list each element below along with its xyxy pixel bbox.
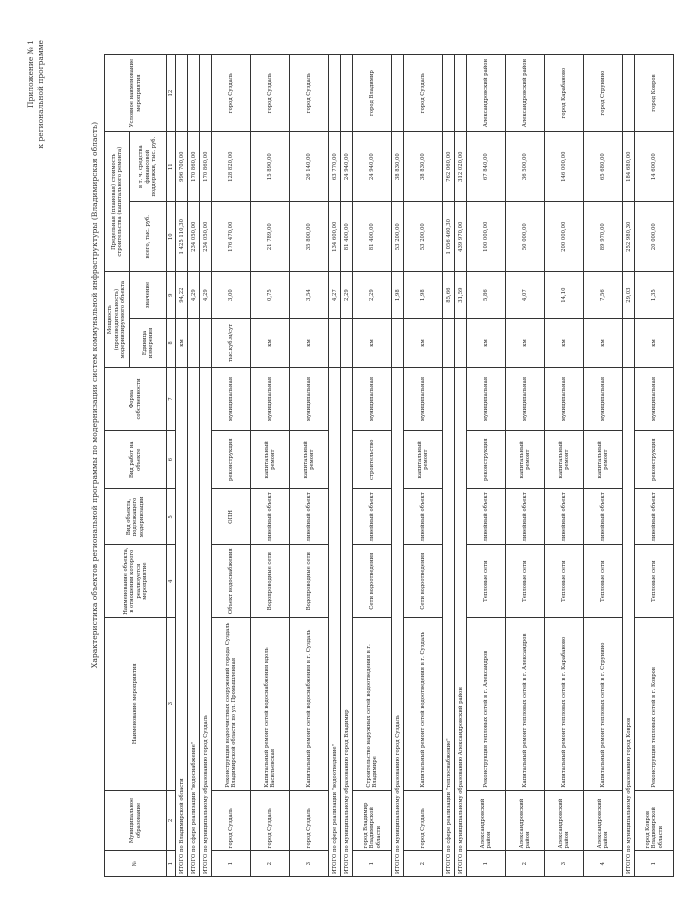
total-row	[623, 55, 635, 877]
col-number: 9	[167, 272, 176, 319]
cost-total: 234 050,00	[200, 202, 212, 272]
ownership: муниципальная	[353, 368, 392, 431]
capacity-unit: км	[251, 318, 290, 367]
table-row	[290, 55, 329, 877]
table-row	[635, 55, 674, 877]
col-number: 6	[167, 431, 176, 489]
capacity-value: 1,35	[635, 272, 674, 319]
total-label: ИТОГО по муниципальному образованию город Ковров	[623, 368, 635, 877]
work-type: капитальный ремонт	[251, 431, 290, 489]
settlement	[623, 55, 635, 132]
header-no: №	[105, 851, 167, 877]
total-row	[329, 55, 341, 877]
ownership: муниципальная	[212, 368, 251, 431]
header-cost: Предельная (плановая) стоимость строительства (капитального ремонта)	[105, 132, 130, 272]
municipality: город Суздаль	[290, 790, 329, 851]
header-value: значение	[130, 272, 167, 319]
capacity-value: 2,29	[341, 272, 353, 319]
capacity-unit: км	[404, 318, 443, 367]
capacity-unit: км	[584, 318, 623, 367]
municipality: город Суздаль	[212, 790, 251, 851]
col-number: 12	[167, 55, 176, 132]
capacity-value: 0,75	[251, 272, 290, 319]
object-type: линейный объект	[353, 489, 392, 545]
col-number: 11	[167, 132, 176, 202]
table-row	[353, 55, 392, 877]
row-number: 4	[584, 851, 623, 877]
municipality: Александровский район	[467, 790, 506, 851]
total-row	[341, 55, 353, 877]
total-row	[455, 55, 467, 877]
capacity-value: 7,56	[584, 272, 623, 319]
object-type: линейный объект	[635, 489, 674, 545]
municipality: город Суздаль	[404, 790, 443, 851]
activity-name: Капитальный ремонт тепловых сетей в г. Александров	[506, 617, 545, 790]
col-number: 8	[167, 318, 176, 367]
capacity-unit: км	[176, 318, 188, 367]
total-label: ИТОГО по муниципальному образованию город Суздаль	[392, 368, 404, 877]
activity-name: Строительство наружных сетей водоотведения в г. Владимире	[353, 617, 392, 790]
table-row	[467, 55, 506, 877]
ownership: муниципальная	[290, 368, 329, 431]
cost-total: 439 970,00	[455, 202, 467, 272]
cost-total: 100 000,00	[467, 202, 506, 272]
header-ownership: Форма собственности	[105, 368, 167, 431]
row-number: 1	[212, 851, 251, 877]
object-type: линейный объект	[584, 489, 623, 545]
appendix-note	[26, 40, 46, 149]
header-cost-total: всего, тыс. руб.	[130, 202, 167, 272]
settlement: Александровский район	[506, 55, 545, 132]
capacity-unit	[392, 318, 404, 367]
ownership: муниципальная	[506, 368, 545, 431]
cost-total: 53 200,00	[392, 202, 404, 272]
object-name: Сети водоотведения	[353, 545, 392, 617]
cost-support: 996 700,00	[176, 132, 188, 202]
object-type: линейный объект	[251, 489, 290, 545]
row-number: 2	[404, 851, 443, 877]
cost-support: 38 830,00	[404, 132, 443, 202]
table-row	[506, 55, 545, 877]
object-name: Тепловые сети	[584, 545, 623, 617]
cost-support: 63 770,00	[329, 132, 341, 202]
settlement: город Суздаль	[290, 55, 329, 132]
objects-table	[104, 54, 674, 877]
table-body	[176, 55, 674, 877]
header-unit: Единица измерения	[130, 318, 167, 367]
cost-total: 50 000,00	[506, 202, 545, 272]
capacity-value: 2,29	[353, 272, 392, 319]
settlement: город Суздаль	[212, 55, 251, 132]
object-type: ОПН	[212, 489, 251, 545]
col-number: 3	[167, 617, 176, 790]
settlement: город Суздаль	[404, 55, 443, 132]
settlement: город Ковров	[635, 55, 674, 132]
settlement	[188, 55, 200, 132]
settlement	[392, 55, 404, 132]
work-type: реконструкция	[212, 431, 251, 489]
work-type: строительство	[353, 431, 392, 489]
cost-total: 176 470,00	[212, 202, 251, 272]
capacity-value: 94,22	[176, 272, 188, 319]
activity-name: Капитальный ремонт сетей водоснабжения в г. Суздаль	[290, 617, 329, 790]
municipality: Александровский район	[545, 790, 584, 851]
appendix-line-2: к региональной программе	[36, 40, 45, 149]
cost-support: 67 840,00	[467, 132, 506, 202]
total-row	[200, 55, 212, 877]
cost-total: 35 800,00	[290, 202, 329, 272]
document-title: Характеристика объектов региональной программы по модернизации систем коммунальной инфраструктуры (Владимирская область)	[90, 121, 99, 669]
ownership: муниципальная	[404, 368, 443, 431]
cost-total: 200 000,00	[545, 202, 584, 272]
cost-total: 53 200,00	[404, 202, 443, 272]
capacity-unit: тыс.куб.м/сут	[212, 318, 251, 367]
appendix-line-1: Приложение № 1	[26, 40, 35, 109]
object-type: линейный объект	[404, 489, 443, 545]
cost-support: 146 000,00	[545, 132, 584, 202]
capacity-value: 4,27	[329, 272, 341, 319]
capacity-value: 4,29	[188, 272, 200, 319]
capacity-unit	[200, 318, 212, 367]
total-label: ИТОГО по муниципальному образованию город Суздаль	[200, 368, 212, 877]
cost-support: 312 020,00	[455, 132, 467, 202]
cost-support: 762 060,00	[443, 132, 455, 202]
total-row	[188, 55, 200, 877]
capacity-value: 4,29	[200, 272, 212, 319]
capacity-unit	[341, 318, 353, 367]
total-label: ИТОГО по сфере реализации "водоотведение"	[329, 368, 341, 877]
ownership: муниципальная	[251, 368, 290, 431]
cost-total: 234 050,00	[188, 202, 200, 272]
header-municipality: Муниципальное образование	[105, 790, 167, 851]
table-row	[404, 55, 443, 877]
object-name: Объект водоснабжения	[212, 545, 251, 617]
activity-name: Капитальный ремонт тепловых сетей в г. Карабаново	[545, 617, 584, 790]
work-type: капитальный ремонт	[404, 431, 443, 489]
settlement	[329, 55, 341, 132]
object-type: линейный объект	[506, 489, 545, 545]
municipality: город Суздаль	[251, 790, 290, 851]
work-type: капитальный ремонт	[584, 431, 623, 489]
activity-name: Капитальный ремонт сетей водоотведения в г. Суздаль	[404, 617, 443, 790]
object-name: Тепловые сети	[545, 545, 584, 617]
total-row	[392, 55, 404, 877]
object-name: Сети водоотведения	[404, 545, 443, 617]
work-type: капитальный ремонт	[290, 431, 329, 489]
object-type: линейный объект	[290, 489, 329, 545]
cost-support: 38 830,00	[392, 132, 404, 202]
activity-name: Реконструкция тепловых сетей в г. Александров	[467, 617, 506, 790]
cost-support: 24 940,00	[341, 132, 353, 202]
row-number: 1	[635, 851, 674, 877]
cost-support: 65 680,00	[584, 132, 623, 202]
col-number: 5	[167, 489, 176, 545]
settlement: город Карабаново	[545, 55, 584, 132]
work-type: капитальный ремонт	[506, 431, 545, 489]
capacity-value: 4,07	[506, 272, 545, 319]
header-row-1	[105, 55, 130, 877]
municipality: город Владимир Владимирской области	[353, 790, 392, 851]
col-number: 1	[167, 851, 176, 877]
settlement: город Суздаль	[251, 55, 290, 132]
object-name: Водопроводные сети	[290, 545, 329, 617]
cost-total: 1 425 110,30	[176, 202, 188, 272]
table-row	[584, 55, 623, 877]
row-number: 1	[353, 851, 392, 877]
cost-total: 134 600,00	[329, 202, 341, 272]
total-row	[443, 55, 455, 877]
activity-name: Реконструкция тепловых сетей в г. Ковров	[635, 617, 674, 790]
cost-support: 36 500,00	[506, 132, 545, 202]
settlement	[200, 55, 212, 132]
header-activity: Наименование мероприятия	[105, 617, 167, 790]
total-label: ИТОГО по сфере реализации "теплоснабжение"	[443, 368, 455, 877]
total-label: ИТОГО по сфере реализации "водоснабжение"	[188, 368, 200, 877]
settlement	[341, 55, 353, 132]
cost-support: 24 940,00	[353, 132, 392, 202]
ownership: муниципальная	[584, 368, 623, 431]
header-capacity: Мощность (производительность) модернизируемого объекта	[105, 272, 130, 368]
table-row	[212, 55, 251, 877]
municipality: Александровский район	[584, 790, 623, 851]
capacity-unit: км	[506, 318, 545, 367]
cost-total: 252 980,30	[623, 202, 635, 272]
work-type: реконструкция	[467, 431, 506, 489]
capacity-unit	[188, 318, 200, 367]
work-type: реконструкция	[635, 431, 674, 489]
cost-support: 184 680,00	[623, 132, 635, 202]
cost-total: 21 789,00	[251, 202, 290, 272]
capacity-unit: км	[545, 318, 584, 367]
capacity-value: 1,98	[392, 272, 404, 319]
capacity-value: 29,03	[623, 272, 635, 319]
settlement: Александровский район	[467, 55, 506, 132]
ownership: муниципальная	[467, 368, 506, 431]
activity-name: Капитальный ремонт сетей водоснабжения вдоль Васильевская	[251, 617, 290, 790]
object-type: линейный объект	[545, 489, 584, 545]
row-number: 2	[506, 851, 545, 877]
object-type: линейный объект	[467, 489, 506, 545]
capacity-value: 14,10	[545, 272, 584, 319]
total-row	[176, 55, 188, 877]
capacity-value: 1,98	[404, 272, 443, 319]
table-row	[251, 55, 290, 877]
cost-support: 170 860,00	[200, 132, 212, 202]
header-settlement: Условное наименование мероприятия	[105, 55, 167, 132]
total-label: ИТОГО по муниципальному образованию Александровский район	[455, 368, 467, 877]
capacity-value: 5,86	[467, 272, 506, 319]
row-number: 1	[467, 851, 506, 877]
object-name: Тепловые сети	[506, 545, 545, 617]
settlement	[455, 55, 467, 132]
ownership: муниципальная	[635, 368, 674, 431]
cost-support: 26 140,00	[290, 132, 329, 202]
header-object-type: Вид объекта, подлежащего модернизации	[105, 489, 167, 545]
cost-support: 14 600,00	[635, 132, 674, 202]
cost-support: 15 890,00	[251, 132, 290, 202]
row-number: 2	[251, 851, 290, 877]
col-number: 4	[167, 545, 176, 617]
capacity-unit	[329, 318, 341, 367]
column-numbers-row	[167, 55, 176, 877]
capacity-value: 3,54	[290, 272, 329, 319]
row-number: 3	[545, 851, 584, 877]
activity-name: Реконструкция водоочистных сооружений города Суздаль Владимирской области по ул. Промышленная	[212, 617, 251, 790]
object-name: Тепловые сети	[467, 545, 506, 617]
header-object-name: Наименование объекта, в отношении которого реализуется мероприятие	[105, 545, 167, 617]
capacity-unit	[623, 318, 635, 367]
municipality: Александровский район	[506, 790, 545, 851]
capacity-value: 31,59	[455, 272, 467, 319]
capacity-unit	[455, 318, 467, 367]
col-number: 2	[167, 790, 176, 851]
capacity-unit: км	[467, 318, 506, 367]
cost-total: 81 400,00	[353, 202, 392, 272]
object-name: Тепловые сети	[635, 545, 674, 617]
municipality: город Ковров Владимирской области	[635, 790, 674, 851]
object-name: Водопроводные сети	[251, 545, 290, 617]
settlement	[443, 55, 455, 132]
col-number: 7	[167, 368, 176, 431]
cost-support: 170 860,00	[188, 132, 200, 202]
capacity-unit: км	[635, 318, 674, 367]
settlement: город Струнино	[584, 55, 623, 132]
capacity-unit: км	[290, 318, 329, 367]
cost-total: 20 000,00	[635, 202, 674, 272]
row-number: 3	[290, 851, 329, 877]
cost-total: 1 056 460,30	[443, 202, 455, 272]
capacity-value: 3,00	[212, 272, 251, 319]
table-row	[545, 55, 584, 877]
ownership: муниципальная	[545, 368, 584, 431]
cost-support: 128 820,00	[212, 132, 251, 202]
capacity-unit	[443, 318, 455, 367]
total-label: ИТОГО по Владимирской области	[176, 368, 188, 877]
header-cost-support: в т. ч. средства финансовой поддержки, тыс. руб.	[130, 132, 167, 202]
capacity-unit: км	[353, 318, 392, 367]
total-label: ИТОГО по муниципальному образованию город Владимир	[341, 368, 353, 877]
cost-total: 81 400,00	[341, 202, 353, 272]
work-type: капитальный ремонт	[545, 431, 584, 489]
capacity-value: 85,66	[443, 272, 455, 319]
col-number: 10	[167, 202, 176, 272]
settlement: город Владимир	[353, 55, 392, 132]
settlement	[176, 55, 188, 132]
cost-total: 89 970,00	[584, 202, 623, 272]
activity-name: Капитальный ремонт тепловых сетей в г. Струнино	[584, 617, 623, 790]
header-work-type: Вид работ на объекте	[105, 431, 167, 489]
